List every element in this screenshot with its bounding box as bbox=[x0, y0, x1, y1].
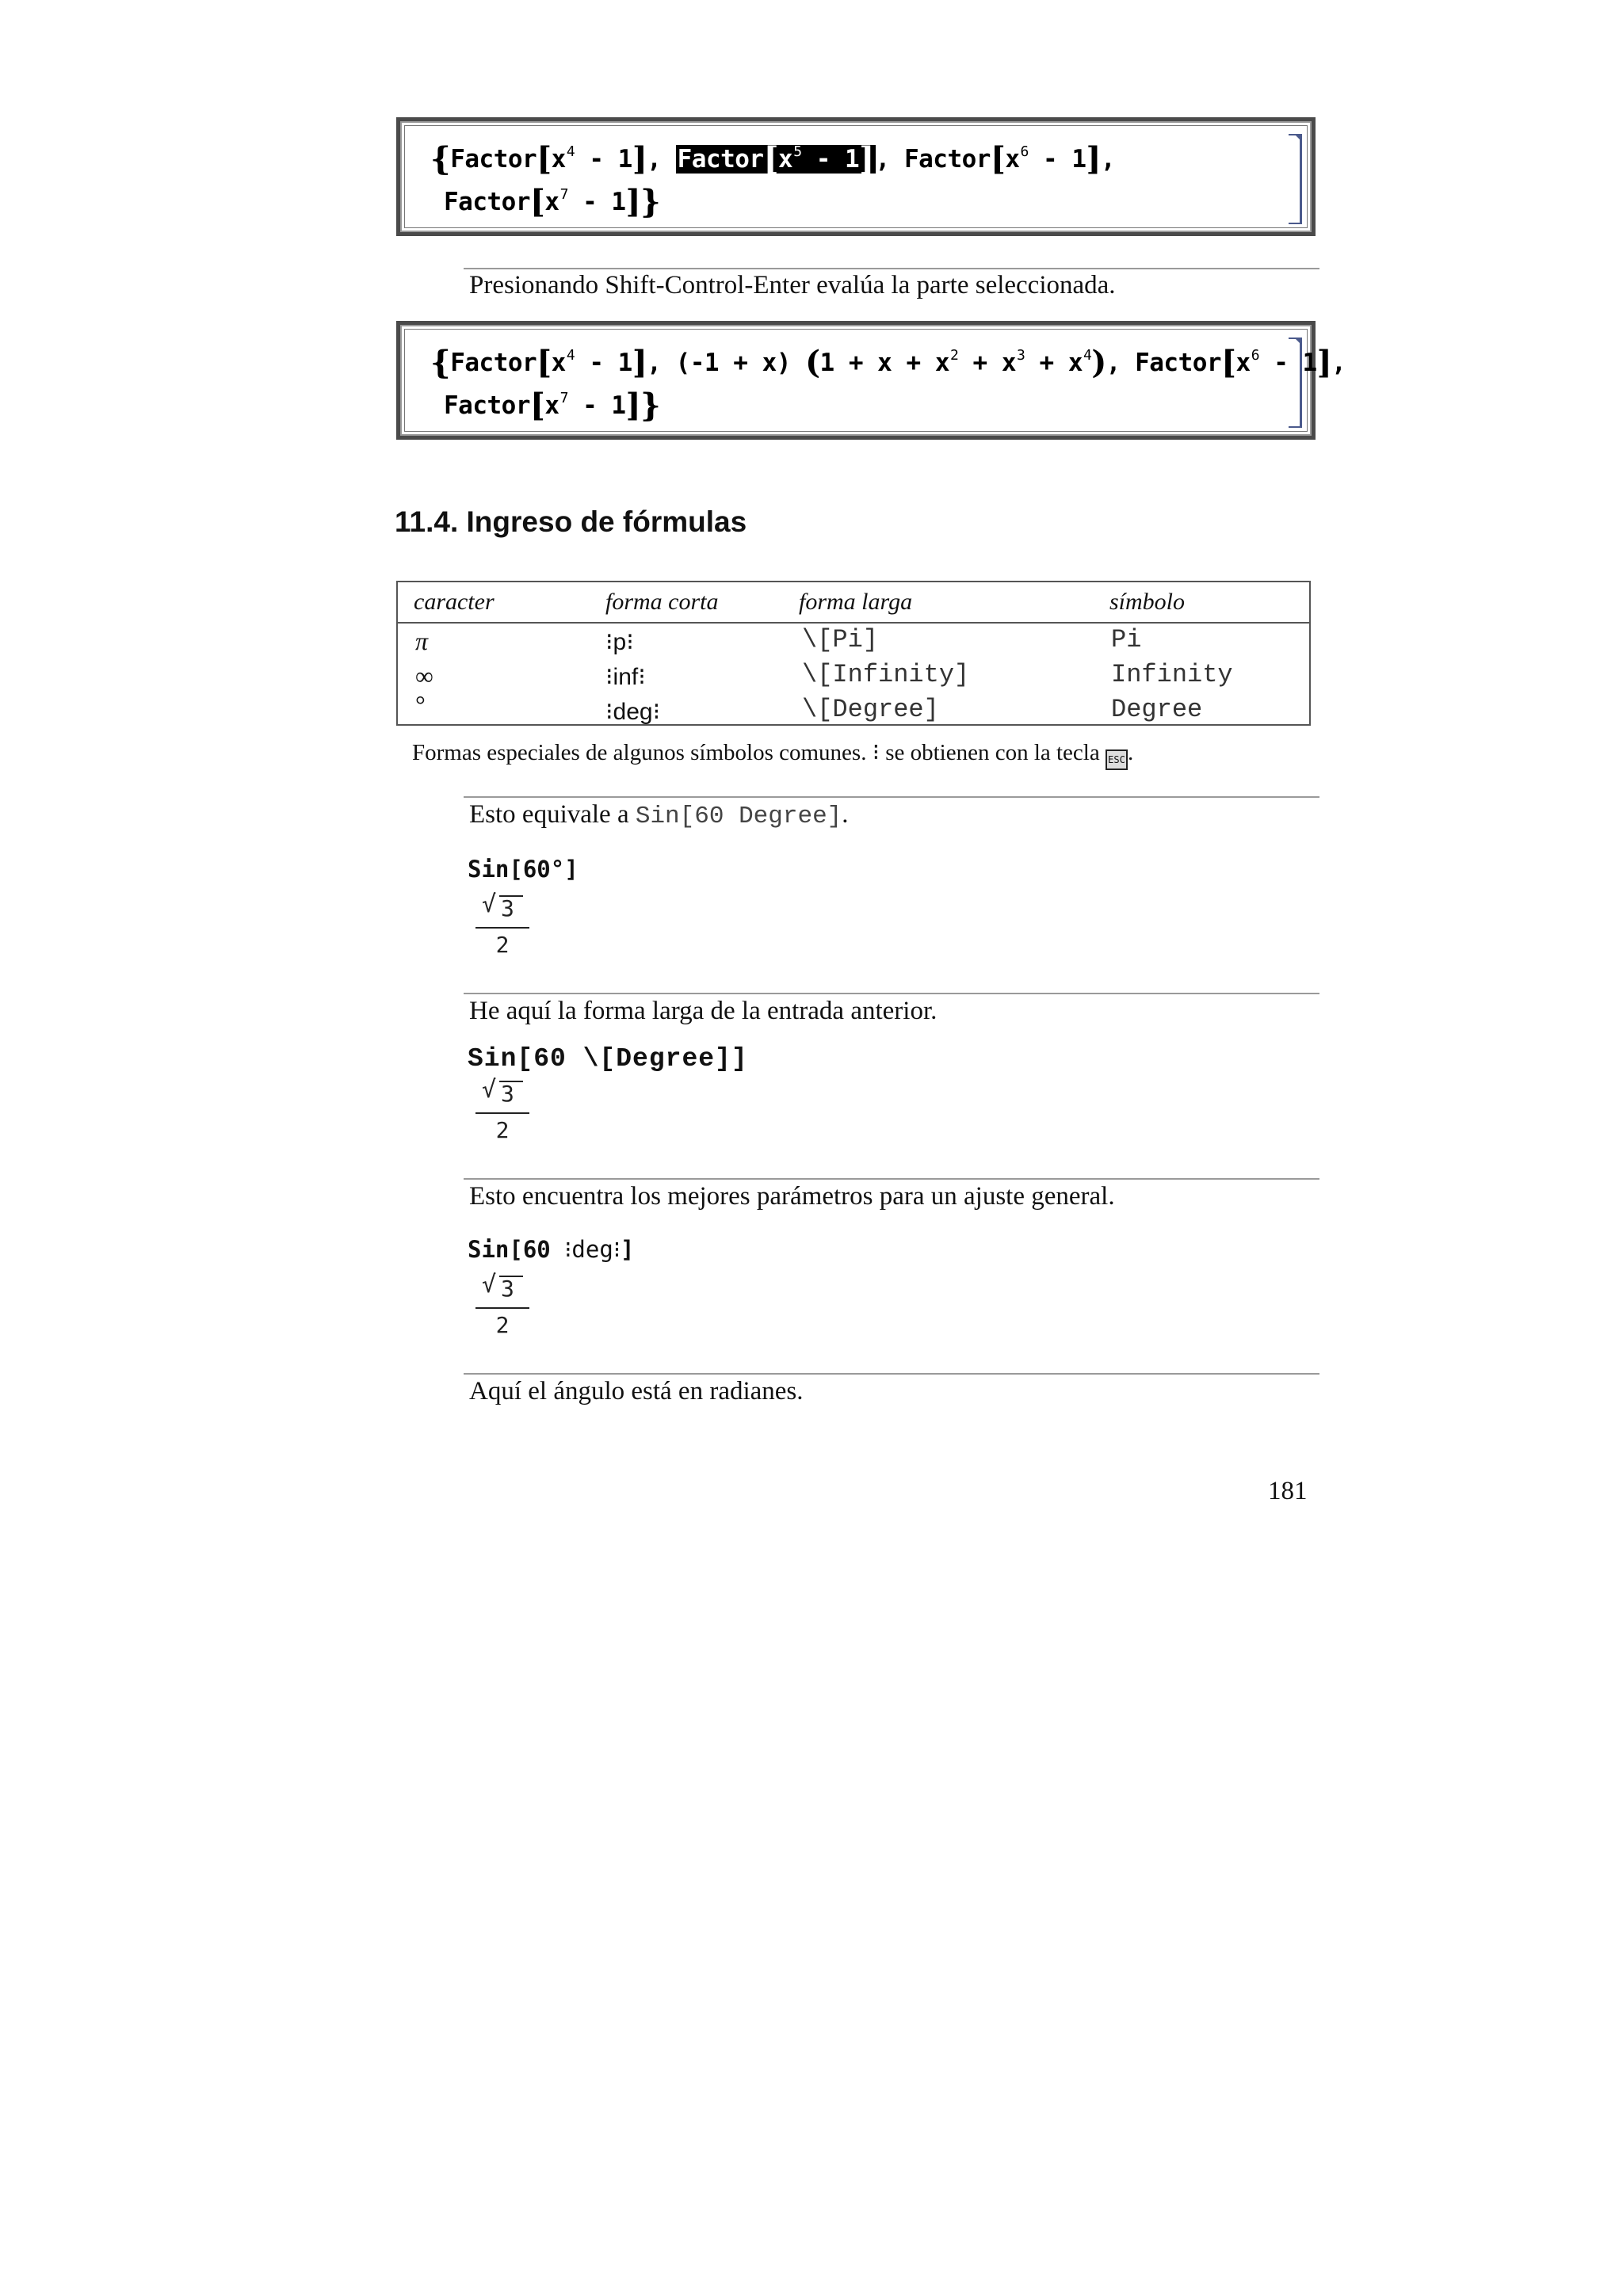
esc-key-icon: ESC bbox=[1106, 749, 1128, 770]
table-header: forma larga bbox=[799, 589, 913, 615]
divider bbox=[464, 1373, 1319, 1375]
table-cell: Infinity bbox=[1111, 660, 1233, 689]
divider bbox=[464, 993, 1319, 994]
table-cell: Degree bbox=[1111, 695, 1203, 724]
input-cell-evaluated[interactable] bbox=[396, 321, 1346, 440]
section-title: 11.4. Ingreso de fórmulas bbox=[395, 505, 747, 538]
output-fraction: √ 3 2 bbox=[475, 1076, 529, 1143]
cell-bracket[interactable] bbox=[1289, 338, 1302, 428]
divider bbox=[464, 268, 1319, 269]
table-cell: ⁝p⁝ bbox=[605, 629, 634, 655]
table-header: caracter bbox=[414, 589, 495, 615]
table-cell: ∞ bbox=[415, 662, 433, 690]
cell-line-2: $Factor[x^7 - 1]$} bbox=[444, 183, 661, 220]
input-cell-selection[interactable] bbox=[396, 117, 1316, 236]
symbols-table bbox=[396, 581, 1311, 726]
selected-expression[interactable]: $Factor[x^5 - 1]$ bbox=[677, 140, 874, 177]
table-cell: ⁝inf⁝ bbox=[605, 664, 646, 690]
table-caption: Formas especiales de algunos símbolos comunes. ⁝ se obtienen con la tecla ESC . bbox=[412, 738, 1133, 770]
text-note: Esto encuentra los mejores parámetros para un ajuste general. bbox=[469, 1182, 1115, 1211]
table-cell: Pi bbox=[1111, 625, 1142, 654]
table-header-row bbox=[398, 582, 1309, 624]
table-cell: ° bbox=[415, 690, 426, 719]
output-fraction: √ 3 2 bbox=[475, 891, 529, 958]
cell-line-1: {$Factor[x^4 - 1]$, $Factor[x^5 - 1]$, $Factor[x^6 - 1]$, bbox=[430, 140, 1116, 177]
text-note: Esto equivale a Sin[60 Degree]. bbox=[469, 800, 849, 830]
table-cell: \[Degree] bbox=[802, 695, 939, 724]
text-select-note: Presionando Shift-Control-Enter evalúa la parte seleccionada. bbox=[469, 271, 1116, 299]
table-cell: ⁝deg⁝ bbox=[605, 699, 661, 725]
table-cell: \[Infinity] bbox=[802, 660, 970, 689]
table-header: forma corta bbox=[605, 589, 719, 615]
cell-bracket[interactable] bbox=[1289, 134, 1302, 224]
table-header: símbolo bbox=[1109, 589, 1186, 615]
output-fraction: √ 3 2 bbox=[475, 1271, 529, 1338]
divider bbox=[464, 796, 1319, 798]
table-cell: π bbox=[415, 627, 429, 655]
cell-line-1: {$Factor[x^4 - 1]$, (-1 + x) $(1 + x + x^2 + x^3 + x^4)$, $Factor[x^6 - 1]$, bbox=[430, 344, 1346, 381]
input-expression[interactable]: Sin[60 ⁝deg⁝] bbox=[468, 1236, 635, 1263]
input-expression[interactable]: Sin[60°] bbox=[468, 856, 579, 883]
table-cell: \[Pi] bbox=[802, 625, 879, 654]
text-note: He aquí la forma larga de la entrada anterior. bbox=[469, 997, 938, 1025]
divider bbox=[464, 1178, 1319, 1180]
text-note: Aquí el ángulo está en radianes. bbox=[469, 1377, 804, 1405]
cell-line-2: $Factor[x^7 - 1]$} bbox=[444, 387, 661, 424]
input-expression[interactable]: Sin[60 \[Degree]] bbox=[468, 1044, 748, 1074]
page-number: 181 bbox=[1268, 1477, 1308, 1505]
